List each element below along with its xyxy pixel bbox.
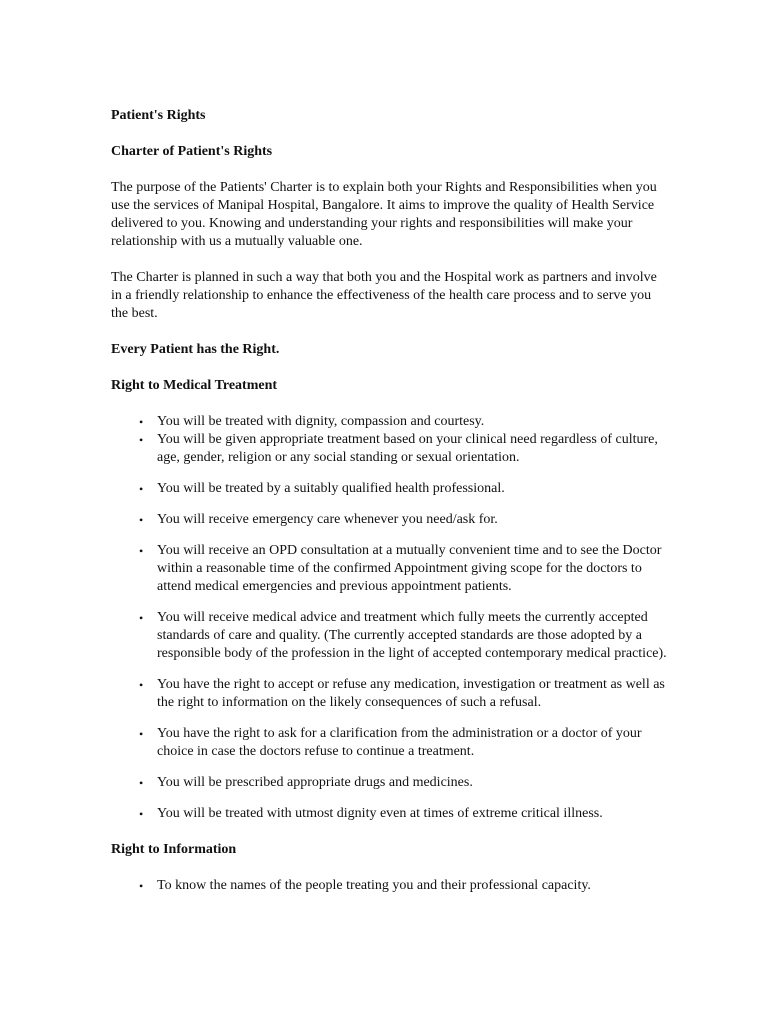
bullet-icon: • xyxy=(139,611,144,625)
bullet-icon: • xyxy=(139,482,144,496)
bullet-icon: • xyxy=(139,776,144,790)
bullet-icon: • xyxy=(139,544,144,558)
bullet-icon: • xyxy=(139,433,144,447)
page-title: Patient's Rights xyxy=(111,108,206,123)
list-item: • You have the right to accept or refuse any medication, investigation or treatment as well as the right to information on the likely consequences of such a refusal. xyxy=(139,677,665,710)
every-patient-heading: Every Patient has the Right. xyxy=(111,342,280,357)
list-item: • You will be given appropriate treatment based on your clinical need regardless of culture, age, gender, religion or any social standing or sexual orientation. xyxy=(139,432,658,465)
bullet-icon: • xyxy=(139,879,144,893)
list-item: • To know the names of the people treating you and their professional capacity. xyxy=(139,878,591,893)
intro-paragraph-1: The purpose of the Patients' Charter is to explain both your Rights and Responsibilities when you use the services of Manipal Hospital, Bangalore. It aims to improve the quality of Health Service delivered to you. Knowing and understanding your rights and responsibilities will make your relationship with us a mutually valuable one. xyxy=(111,180,657,249)
charter-heading: Charter of Patient's Rights xyxy=(111,144,273,159)
list-item: • You will receive emergency care whenever you need/ask for. xyxy=(139,512,498,527)
bullet-icon: • xyxy=(139,678,144,692)
list-item: • You have the right to ask for a clarification from the administration or a doctor of your choice in case the doctors refuse to continue a treatment. xyxy=(139,726,642,759)
intro-paragraph-2: The Charter is planned in such a way that both you and the Hospital work as partners and involve in a friendly relationship to enhance the effectiveness of the health care process and to serve you the best. xyxy=(111,270,657,321)
section-heading-information: Right to Information xyxy=(111,842,237,857)
bullet-icon: • xyxy=(139,513,144,527)
bullet-icon: • xyxy=(139,415,144,429)
list-item: • You will receive an OPD consultation at a mutually convenient time and to see the Doctor within a reasonable time of the confirmed Appointment giving scope for the doctors to attend medical emergencies and previous appointment patients. xyxy=(139,543,662,594)
bullet-icon: • xyxy=(139,807,144,821)
list-item: • You will receive medical advice and treatment which fully meets the currently accepted standards of care and quality. (The currently accepted standards are those adopted by a responsible body of the profession in the light of accepted contemporary medical practice). xyxy=(139,610,667,661)
list-item: • You will be treated with utmost dignity even at times of extreme critical illness. xyxy=(139,806,603,821)
section-heading-medical-treatment: Right to Medical Treatment xyxy=(111,378,278,393)
information-list xyxy=(111,877,671,895)
list-item: • You will be treated with dignity, compassion and courtesy. xyxy=(139,414,485,429)
list-item: • You will be treated by a suitably qualified health professional. xyxy=(139,481,505,496)
medical-treatment-list xyxy=(111,413,671,823)
document-content xyxy=(111,107,671,895)
bullet-icon: • xyxy=(139,727,144,741)
list-item: • You will be prescribed appropriate drugs and medicines. xyxy=(139,775,473,790)
